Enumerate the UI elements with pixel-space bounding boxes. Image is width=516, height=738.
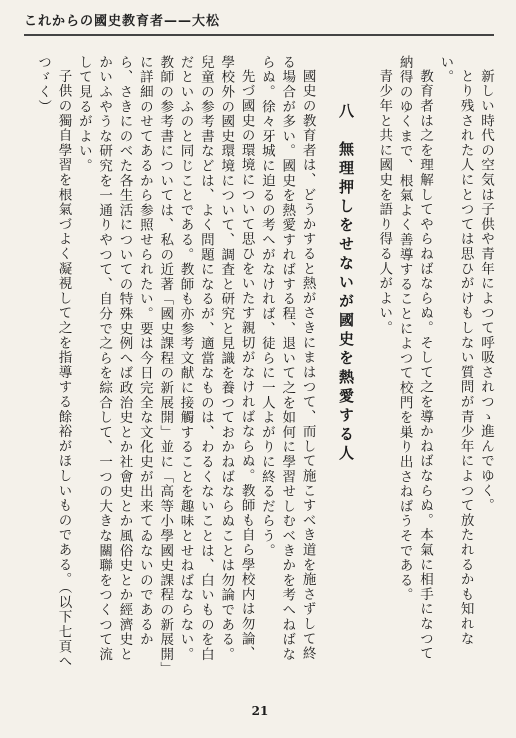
section-heading: 八 無理押しをせないが國史を熱愛する人 [336,103,355,464]
header-rule [24,34,494,36]
paragraph: 子供の獨自學習を根氣づよく凝視して之を指導する餘裕がほしいものである。（以下七頁へつゞく） [35,55,72,669]
paragraph: 青少年と共に國史を語り得る人がよい。 [376,68,393,335]
vertical-text-body [8,55,496,670]
paragraph: とり残された人にとつては思ひがけもしない質問が青少年によつて放たれるかも知れない。 [437,55,474,646]
paragraph: 新しい時代の空気は子供や青年によつて呼吸されつゝ進んでゆく。 [478,68,494,513]
running-header: これからの國史教育者——大松 [24,14,221,29]
paragraph: 國史の教育者は、どうかすると熱がさきにまはつて、而して施こすべき道を施さずして終る場合が多い。國史を熱愛すればする程、退いて之を如何に學習せしむべきかを考へねばならぬ。徐々牙城に迫るの考へがなければ、徒らに一人よがりに終るだらう。 [258,55,316,662]
paragraph: 先づ國史の環境について思ひをいたす親切がなければならぬ。教師も自ら學校内は勿論、學校外の國史環境について、調査と研究と見識を養つておかねばならぬことは勿論である。兒童の参考書などは、よく問題になるが、適當なものは、わるくないことは、白いものを白だといふのと同じことである。教師も亦参考文献に接觸することを趣味とせねばならない。教師の参考書については、私の近著「國史課程の新展開」並に「高等小學國史課程の新展開」に詳細のせてあるから参照せられたい。要は今日完全な文化史が出来てゐないのであるから、さきにのべた各生活についての特殊史例へば政治史とか社會史とか風俗史とか經濟史とかいふやうな研究を一通りやつて、自分で之らを綜合して、一つの大きな關聯をつくつて流して見るがよい。 [75,55,255,670]
page-number: 21 [251,704,269,718]
paragraph: 教育者は之を理解してやらねばならぬ。そして之を導かねばならぬ。本氣に相手になつて納得のゆくまで、根氣よく善導することによつて校門を巣り出さねばうそである。 [396,55,433,661]
